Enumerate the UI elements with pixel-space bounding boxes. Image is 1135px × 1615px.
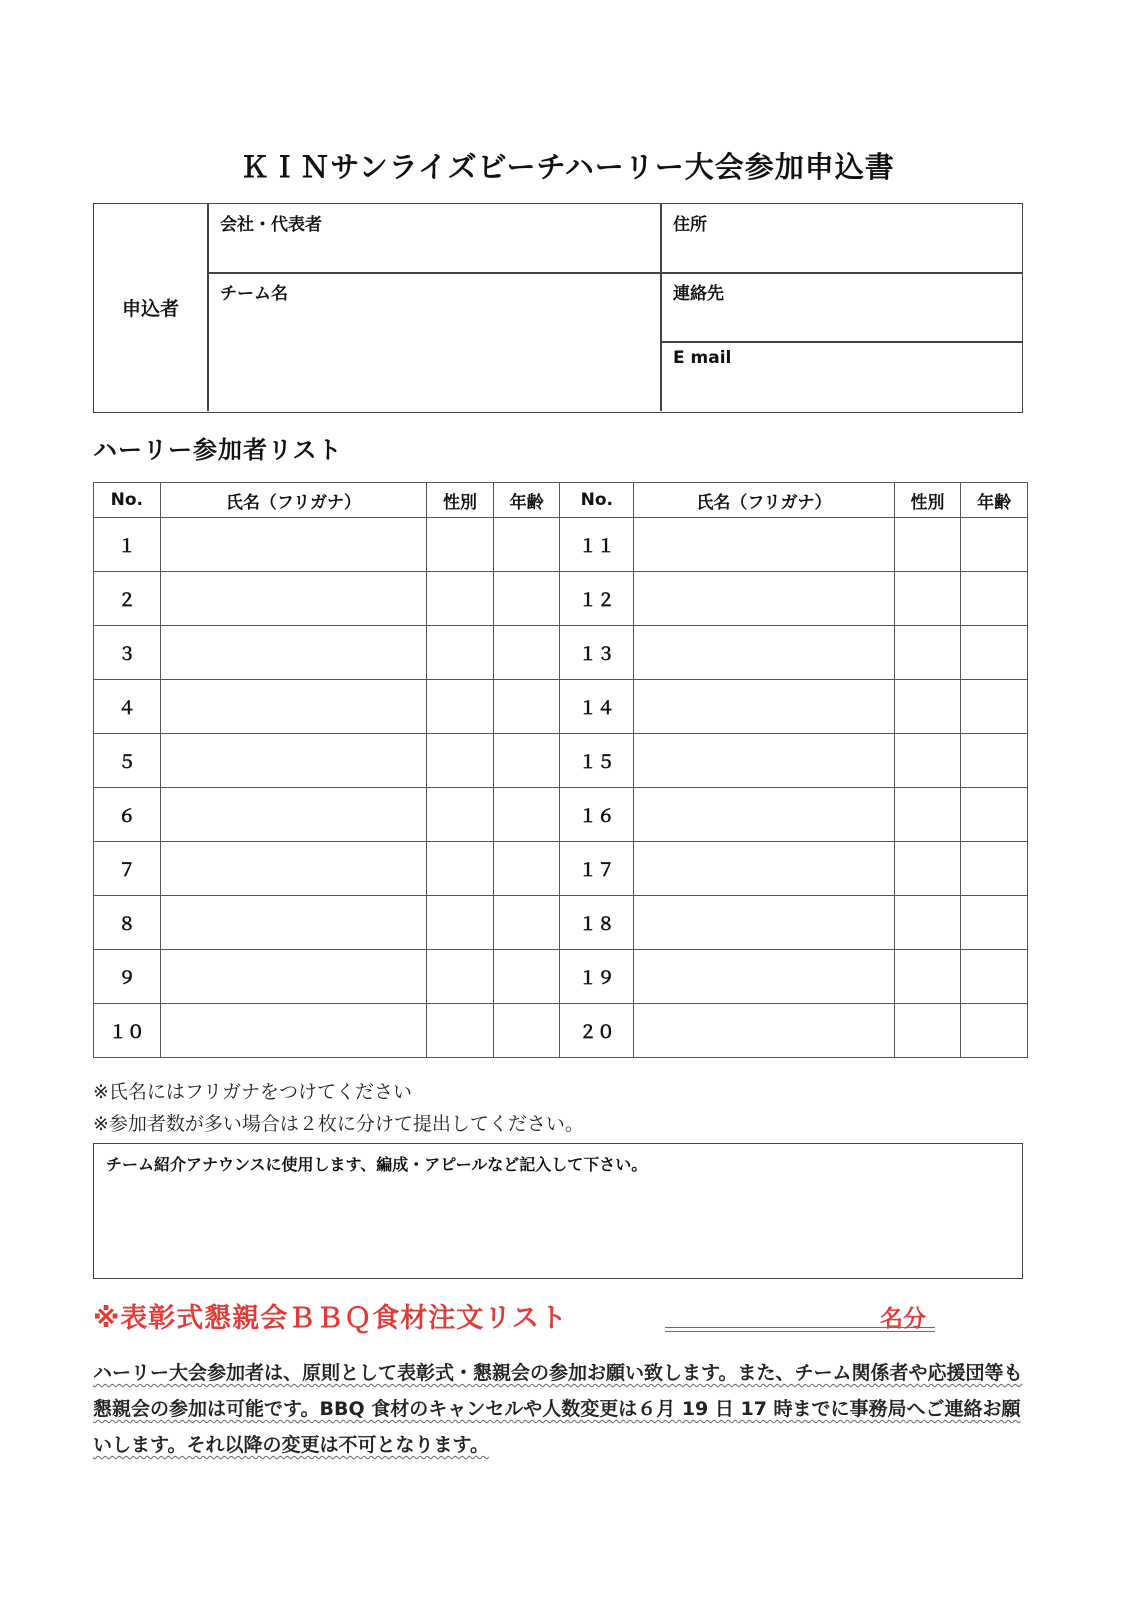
table-row xyxy=(94,788,1028,842)
row-number-left: ３ xyxy=(94,626,161,680)
table-row xyxy=(94,950,1028,1004)
gender-cell[interactable] xyxy=(427,518,494,572)
gender-cell[interactable] xyxy=(894,680,961,734)
row-number-right: １６ xyxy=(560,788,634,842)
table-row xyxy=(94,896,1028,950)
col-no: No. xyxy=(560,483,634,518)
name-cell[interactable] xyxy=(634,518,895,572)
age-cell[interactable] xyxy=(961,896,1028,950)
participant-list-heading: ハーリー参加者リスト xyxy=(93,436,343,464)
row-number-left: ７ xyxy=(94,842,161,896)
bbq-paragraph xyxy=(93,1355,1023,1463)
row-number-right: １４ xyxy=(560,680,634,734)
name-cell[interactable] xyxy=(160,734,427,788)
row-number-right: １８ xyxy=(560,896,634,950)
name-cell[interactable] xyxy=(160,626,427,680)
age-cell[interactable] xyxy=(961,788,1028,842)
row-number-left: １ xyxy=(94,518,161,572)
gender-cell[interactable] xyxy=(894,896,961,950)
name-cell[interactable] xyxy=(634,734,895,788)
gender-cell[interactable] xyxy=(894,842,961,896)
age-cell[interactable] xyxy=(493,896,560,950)
team-name-field[interactable]: チーム名 xyxy=(220,284,288,304)
gender-cell[interactable] xyxy=(427,680,494,734)
applicant-box xyxy=(93,203,1023,413)
gender-cell[interactable] xyxy=(427,842,494,896)
age-cell[interactable] xyxy=(961,842,1028,896)
gender-cell[interactable] xyxy=(894,518,961,572)
gender-cell[interactable] xyxy=(894,626,961,680)
name-cell[interactable] xyxy=(634,896,895,950)
bbq-count-unit: 名分 xyxy=(880,1306,926,1332)
row-number-right: １３ xyxy=(560,626,634,680)
gender-cell[interactable] xyxy=(894,572,961,626)
age-cell[interactable] xyxy=(961,680,1028,734)
name-cell[interactable] xyxy=(160,788,427,842)
gender-cell[interactable] xyxy=(894,788,961,842)
col-name: 氏名（フリガナ） xyxy=(160,483,427,518)
age-cell[interactable] xyxy=(493,788,560,842)
name-cell[interactable] xyxy=(634,842,895,896)
row-number-left: ６ xyxy=(94,788,161,842)
row-number-right: １９ xyxy=(560,950,634,1004)
row-number-left: １０ xyxy=(94,1004,161,1058)
age-cell[interactable] xyxy=(961,626,1028,680)
applicant-label: 申込者 xyxy=(121,298,179,320)
row-number-left: ４ xyxy=(94,680,161,734)
split-note: ※参加者数が多い場合は２枚に分けて提出してください。 xyxy=(93,1113,584,1135)
gender-cell[interactable] xyxy=(427,1004,494,1058)
age-cell[interactable] xyxy=(961,1004,1028,1058)
table-row xyxy=(94,626,1028,680)
row-number-right: １１ xyxy=(560,518,634,572)
col-no: No. xyxy=(94,483,161,518)
row-number-left: ２ xyxy=(94,572,161,626)
email-field[interactable]: E mail xyxy=(673,348,732,368)
name-cell[interactable] xyxy=(634,680,895,734)
name-cell[interactable] xyxy=(160,950,427,1004)
age-cell[interactable] xyxy=(493,734,560,788)
furigana-note: ※氏名にはフリガナをつけてください xyxy=(93,1081,412,1103)
team-intro-box[interactable] xyxy=(93,1143,1023,1279)
table-row xyxy=(94,518,1028,572)
age-cell[interactable] xyxy=(493,950,560,1004)
name-cell[interactable] xyxy=(634,572,895,626)
gender-cell[interactable] xyxy=(427,734,494,788)
name-cell[interactable] xyxy=(160,518,427,572)
table-row xyxy=(94,842,1028,896)
bbq-paragraph-text: ハーリー大会参加者は、原則として表彰式・懇親会の参加お願い致します。また、チーム関係者や応援団等も懇親会の参加は可能です。BBQ 食材のキャンセルや人数変更は６月 19 日 17 時までに事務局へご連絡お願いします。それ以降の変更は不可となります。 xyxy=(93,1362,1023,1456)
row-number-right: ２０ xyxy=(560,1004,634,1058)
name-cell[interactable] xyxy=(160,842,427,896)
col-age: 年齢 xyxy=(493,483,560,518)
row-number-left: ９ xyxy=(94,950,161,1004)
age-cell[interactable] xyxy=(961,734,1028,788)
age-cell[interactable] xyxy=(493,572,560,626)
age-cell[interactable] xyxy=(961,572,1028,626)
gender-cell[interactable] xyxy=(894,950,961,1004)
age-cell[interactable] xyxy=(493,680,560,734)
col-gender: 性別 xyxy=(427,483,494,518)
col-gender: 性別 xyxy=(894,483,961,518)
age-cell[interactable] xyxy=(493,1004,560,1058)
bbq-order-title: ※表彰式懇親会ＢＢＱ食材注文リスト xyxy=(93,1303,568,1334)
table-row xyxy=(94,680,1028,734)
name-cell[interactable] xyxy=(160,896,427,950)
age-cell[interactable] xyxy=(961,950,1028,1004)
age-cell[interactable] xyxy=(961,518,1028,572)
gender-cell[interactable] xyxy=(427,572,494,626)
name-cell[interactable] xyxy=(634,950,895,1004)
address-field[interactable]: 住所 xyxy=(673,215,707,235)
table-row xyxy=(94,734,1028,788)
row-number-left: ５ xyxy=(94,734,161,788)
table-row xyxy=(94,572,1028,626)
name-cell[interactable] xyxy=(160,1004,427,1058)
age-cell[interactable] xyxy=(493,518,560,572)
col-age: 年齢 xyxy=(961,483,1028,518)
row-number-right: １２ xyxy=(560,572,634,626)
row-number-right: １７ xyxy=(560,842,634,896)
name-cell[interactable] xyxy=(634,788,895,842)
gender-cell[interactable] xyxy=(894,1004,961,1058)
table-row xyxy=(94,1004,1028,1058)
name-cell[interactable] xyxy=(634,626,895,680)
gender-cell[interactable] xyxy=(894,734,961,788)
table-header-row xyxy=(94,483,1028,518)
participant-table xyxy=(93,482,1028,1058)
age-cell[interactable] xyxy=(493,842,560,896)
name-cell[interactable] xyxy=(160,680,427,734)
company-field[interactable]: 会社・代表者 xyxy=(220,215,322,235)
col-name: 氏名（フリガナ） xyxy=(634,483,895,518)
name-cell[interactable] xyxy=(634,1004,895,1058)
gender-cell[interactable] xyxy=(427,950,494,1004)
row-number-right: １５ xyxy=(560,734,634,788)
gender-cell[interactable] xyxy=(427,788,494,842)
contact-field[interactable]: 連絡先 xyxy=(673,284,724,304)
name-cell[interactable] xyxy=(160,572,427,626)
gender-cell[interactable] xyxy=(427,896,494,950)
row-number-left: ８ xyxy=(94,896,161,950)
team-intro-label: チーム紹介アナウンスに使用します、編成・アピールなど記入して下さい。 xyxy=(106,1155,648,1174)
page-title: ＫＩＮサンライズビーチハーリー大会参加申込書 xyxy=(240,150,895,184)
age-cell[interactable] xyxy=(493,626,560,680)
gender-cell[interactable] xyxy=(427,626,494,680)
